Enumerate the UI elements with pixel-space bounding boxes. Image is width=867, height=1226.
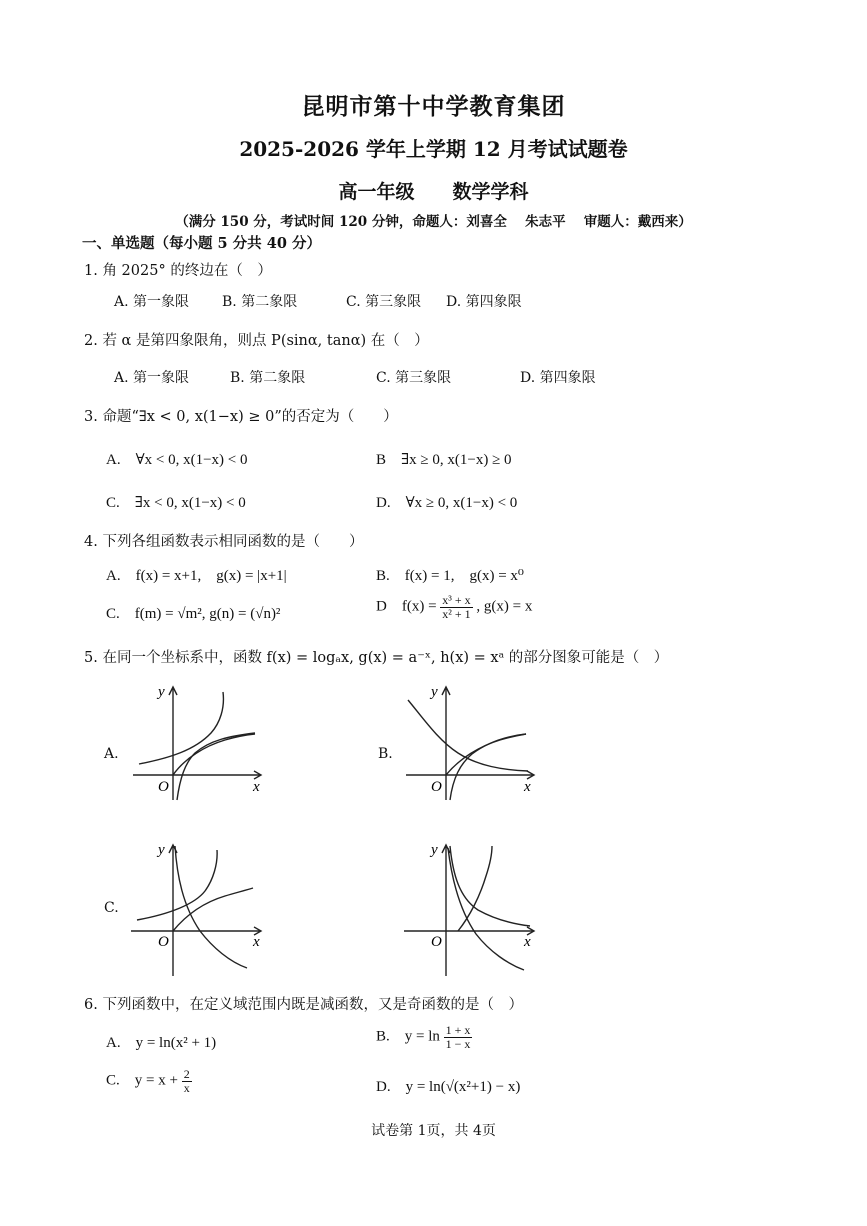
q2-option-a: A. 第一象限	[114, 370, 190, 386]
q1-stem: 1. 角 2025° 的终边在（ ）	[84, 263, 272, 279]
q1-option-a: A. 第一象限	[114, 294, 190, 310]
graph-d-x-label: x	[524, 934, 531, 950]
graph-b	[398, 678, 543, 806]
graph-c-x-label: x	[253, 934, 260, 950]
graph-c-power-curve	[173, 888, 253, 931]
q3-stem: 3. 命题“∃x < 0, x(1−x) ≥ 0”的否定为（ ）	[84, 409, 398, 425]
q4-option-b: B. f(x) = 1, g(x) = x⁰	[376, 568, 524, 584]
graph-b-x-label: x	[524, 779, 531, 795]
q6-b-fraction	[444, 1024, 473, 1050]
graph-c-origin: O	[158, 934, 169, 950]
page-footer: 试卷第 1页，共 4页	[371, 1123, 496, 1139]
q3-option-c: C. ∃x < 0, x(1−x) < 0	[106, 495, 246, 511]
q6-c-fraction	[182, 1068, 192, 1094]
graph-c	[125, 836, 270, 978]
q4-d-fraction	[440, 594, 472, 620]
q1-option-c: C. 第三象限	[346, 294, 422, 310]
q4-d-suffix: , g(x) = x	[476, 598, 533, 615]
graph-d-origin: O	[431, 934, 442, 950]
q4-d-prefix: D f(x) =	[376, 598, 437, 615]
q4-option-c: C. f(m) = √m², g(n) = (√n)²	[106, 606, 281, 622]
q6-option-c	[106, 1068, 192, 1094]
q6-c-numerator: 2	[183, 1067, 190, 1081]
graph-b-power-curve	[446, 734, 526, 775]
graph-d-log-curve	[448, 848, 524, 970]
exam-info: （满分 150 分，考试时间 120 分钟，命题人：刘喜全 朱志平 审题人：戴西来）	[175, 214, 692, 230]
q4-option-a: A. f(x) = x+1, g(x) = |x+1|	[106, 568, 287, 584]
q6-option-d: D. y = ln(√(x²+1) − x)	[376, 1079, 521, 1095]
q4-option-d	[376, 594, 532, 620]
q1-option-b: B. 第二象限	[222, 294, 298, 310]
graph-b-label: B.	[378, 746, 393, 762]
q6-b-prefix: B. y = ln	[376, 1028, 440, 1045]
graph-a-origin: O	[158, 779, 169, 795]
grade-subject: 高一年级 数学学科	[338, 181, 529, 203]
graph-a-label: A.	[104, 746, 119, 762]
graph-b-decay-curve	[408, 700, 528, 771]
q3-option-b: B ∃x ≥ 0, x(1−x) ≥ 0	[376, 452, 512, 468]
graph-b-origin: O	[431, 779, 442, 795]
q2-option-c: C. 第三象限	[376, 370, 452, 386]
graph-d-y-label: y	[431, 842, 438, 858]
graph-d	[398, 836, 543, 978]
q6-option-a: A. y = ln(x² + 1)	[106, 1035, 217, 1051]
graph-c-label: C.	[104, 900, 119, 916]
graph-a-x-label: x	[253, 779, 260, 795]
q6-c-denominator: x	[183, 1080, 190, 1095]
q4-stem: 4. 下列各组函数表示相同函数的是（ ）	[84, 534, 364, 550]
graph-c-y-label: y	[158, 842, 165, 858]
school-title: 昆明市第十中学教育集团	[301, 93, 566, 120]
graph-d-decay-curve	[450, 846, 530, 926]
q3-option-d: D. ∀x ≥ 0, x(1−x) < 0	[376, 495, 518, 511]
exam-title: 2025-2026 学年上学期 12 月考试试题卷	[239, 137, 628, 161]
q6-stem: 6. 下列函数中，在定义域范围内既是减函数，又是奇函数的是（ ）	[84, 997, 523, 1013]
graph-c-exp-curve	[137, 850, 217, 920]
q3-option-a: A. ∀x < 0, x(1−x) < 0	[106, 452, 248, 468]
q6-b-numerator: 1 + x	[445, 1023, 471, 1037]
q6-option-b	[376, 1024, 472, 1050]
q6-c-prefix: C. y = x +	[106, 1072, 178, 1089]
q2-option-b: B. 第二象限	[230, 370, 306, 386]
q6-b-denominator: 1 − x	[445, 1036, 471, 1051]
q4-d-denominator: x² + 1	[442, 606, 471, 621]
graph-a-y-label: y	[158, 684, 165, 700]
graph-b-y-label: y	[431, 684, 438, 700]
graph-d-power-curve	[458, 846, 492, 931]
q2-stem: 2. 若 α 是第四象限角，则点 P(sinα, tanα) 在（ ）	[84, 333, 429, 349]
graph-c-log-curve	[175, 846, 247, 968]
q4-d-numerator: x³ + x	[442, 593, 471, 607]
q5-stem: 5. 在同一个坐标系中，函数 f(x) = logₐx, g(x) = a⁻ˣ, h(x) = xᵃ 的部分图象可能是（ ）	[84, 650, 669, 666]
graph-a-exp-curve	[139, 692, 223, 764]
q2-option-d: D. 第四象限	[520, 370, 596, 386]
q1-option-d: D. 第四象限	[446, 294, 522, 310]
graph-a	[125, 678, 270, 806]
section-title: 一、单选题（每小题 5 分共 40 分）	[82, 235, 321, 252]
